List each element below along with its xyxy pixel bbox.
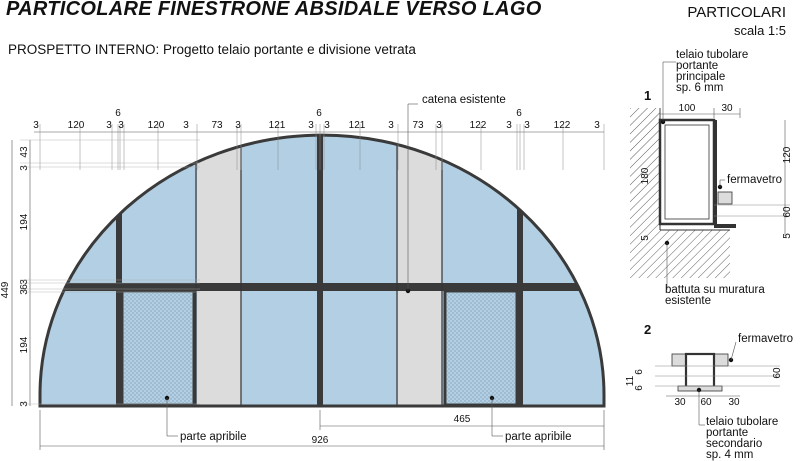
label-openable-right: parte apribile [505, 431, 572, 443]
left-dimension-labels [19, 146, 30, 407]
opaque-panel-right [398, 120, 442, 420]
detail2-dim-11: 11 [625, 375, 636, 387]
top-dimension-label: 121 [348, 120, 366, 131]
top-dimension-labels [33, 108, 600, 131]
top-dimension-label: 120 [67, 120, 85, 131]
left-dimension-chain [12, 140, 30, 406]
left-dimension-label: 194 [19, 336, 30, 354]
top-dimension-label: 73 [412, 120, 424, 131]
detail1-frame-label-1: telaio tubolare [676, 49, 749, 61]
detail2-dim-60: 60 [700, 397, 712, 408]
openable-panel-right [447, 293, 515, 403]
detail2-dim-30-right: 30 [728, 397, 740, 408]
detail2-frame-label-1: telaio tubolare [706, 416, 779, 428]
detail2-frame-label-4: sp. 4 mm [706, 449, 754, 461]
detail1-dim-120: 120 [782, 146, 793, 164]
top-dimension-label: 3 [324, 120, 330, 131]
wall-hatch-bottom [660, 230, 730, 278]
top-dimension-label: 3 [436, 120, 442, 131]
left-dimension-label: 3 [19, 165, 30, 171]
detail2-dim-6-bottom: 6 [634, 385, 645, 391]
drawing-subtitle: PROSPETTO INTERNO: Progetto telaio portante e divisione vetrata [8, 42, 416, 57]
top-dimension-label: 3 [308, 120, 314, 131]
top-dimension-label: 3 [524, 120, 530, 131]
left-dimension-label: 3 [19, 279, 30, 285]
secondary-frame-tube [686, 354, 714, 388]
detail1-frame-label-3: principale [676, 71, 726, 83]
detail2-dim-60-right: 60 [772, 367, 783, 379]
dim-total-width: 926 [311, 435, 329, 446]
opaque-panel-left [197, 120, 241, 420]
top-dimension-label: 6 [115, 108, 121, 119]
top-dimension-label: 3 [235, 120, 241, 131]
detail1-dim-5-left: 5 [640, 235, 651, 241]
detail2-glazing-label: fermavetro [738, 333, 793, 345]
top-dimension-label: 3 [388, 120, 394, 131]
top-dimension-label: 3 [183, 120, 189, 131]
detail2-frame-label-2: portante [706, 427, 749, 439]
dim-total-height: 449 [0, 281, 11, 299]
top-dimension-label: 122 [553, 120, 571, 131]
top-dimension-label: 6 [516, 108, 522, 119]
left-dimension-label: 3 [19, 289, 30, 295]
drawing-title: PARTICOLARE FINESTRONE ABSIDALE VERSO LAGO [6, 0, 542, 20]
detail-1-section [630, 49, 793, 307]
window-elevation [30, 104, 620, 436]
detail2-dim-30-left: 30 [674, 397, 686, 408]
left-dimension-label: 6 [19, 284, 30, 290]
top-dimension-label: 122 [469, 120, 487, 131]
sheet-section: PARTICOLARI [687, 4, 786, 21]
main-frame-tube [660, 120, 714, 224]
openable-panel-left [124, 293, 192, 403]
label-existing-chain: catena esistente [422, 94, 506, 106]
label-openable-left: parte apribile [180, 431, 247, 443]
detail1-dim-5-right: 5 [782, 233, 793, 239]
detail1-frame-label-4: sp. 6 mm [676, 82, 724, 94]
top-dimension-label: 3 [118, 120, 124, 131]
glazing-bead [718, 192, 732, 204]
dim-half-width: 465 [453, 414, 471, 425]
wall-hatch-vertical [630, 108, 660, 278]
detail1-frame-label-2: portante [676, 60, 719, 72]
top-dimension-label: 6 [316, 108, 322, 119]
detail1-dim-100: 100 [678, 103, 696, 114]
left-dimension-label: 43 [19, 146, 30, 158]
left-dimension-label: 3 [19, 401, 30, 407]
top-dimension-label: 121 [268, 120, 286, 131]
top-dimension-label: 120 [147, 120, 165, 131]
top-dimension-label: 73 [211, 120, 223, 131]
top-dimension-label: 3 [506, 120, 512, 131]
detail2-frame-label-3: secondario [706, 438, 763, 450]
drawing-scale: scala 1:5 [733, 23, 786, 38]
detail1-dim-30: 30 [721, 103, 733, 114]
detail-2-section [625, 322, 793, 461]
detail-1-number: 1 [644, 88, 652, 103]
detail1-wall-label-2: esistente [665, 295, 712, 307]
detail1-wall-label-1: battuta su muratura [665, 284, 765, 296]
detail1-dim-180: 180 [640, 167, 651, 185]
left-dimension-label: 194 [19, 213, 30, 231]
detail1-glazing-label: fermavetro [727, 174, 782, 186]
detail2-dim-6-top: 6 [634, 369, 645, 375]
top-dimension-label: 3 [33, 120, 39, 131]
detail-2-number: 2 [644, 322, 652, 337]
detail1-dim-60: 60 [782, 206, 793, 218]
top-dimension-label: 3 [594, 120, 600, 131]
top-dimension-label: 3 [106, 120, 112, 131]
